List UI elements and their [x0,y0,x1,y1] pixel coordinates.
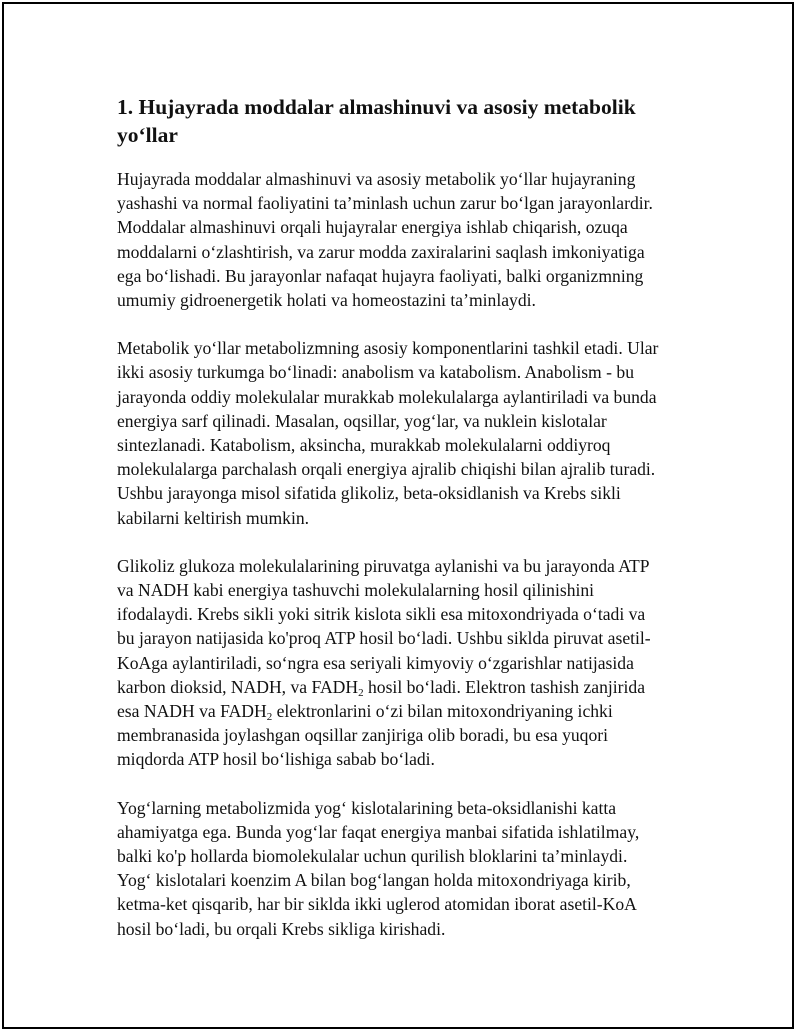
text-line: Hujayrada moddalar almashinuvi va asosiy metabolik yo‘llar hujayraning [117,169,636,189]
text-line: jarayonda oddiy molekulalar murakkab molekulalarga aylantiriladi va bunda [117,386,657,407]
text-line: moddalarni o‘zlashtirish, va zarur modda zaxiralarini saqlash imkoniyatiga [117,241,645,262]
text-line: umumiy gidroenergetik holati va homeostazini ta’minlaydi. [117,290,536,311]
paragraph-intro [117,167,687,312]
text-line: Glikoliz glukoza molekulalarining piruvatga aylanishi va bu jarayonda ATP [117,555,650,576]
text-segment: elektronlarini o‘zi bilan mitoxondriyaning ichki [272,701,613,722]
text-line: miqdorda ATP hosil bo‘lishiga sabab bo‘ladi. [117,749,435,770]
text-line: Yog‘larning metabolizmida yog‘ kislotalarining beta-oksidlanishi katta [117,797,617,818]
subscript: 2 [266,711,273,724]
text-line: hosil bo‘ladi, bu orqali Krebs sikliga kirishadi. [117,918,446,939]
text-line-fadh2 [117,675,687,699]
text-line: Yog‘ kislotalari koenzim A bilan bog‘langan holda mitoxondriyaga kirib, [117,870,631,891]
text-line: ega bo‘lishadi. Bu jarayonlar nafaqat hujayra faoliyati, balki organizmning [117,265,644,286]
text-line: energiya sarf qilinadi. Masalan, oqsillar, yog‘lar, va nuklein kislotalar [117,410,607,431]
subscript: 2 [358,686,364,699]
text-line: yashashi va normal faoliyatini ta’minlash uchun zarur bo‘lgan jarayonlardir. [117,193,653,214]
text-line: Ushbu jarayonga misol sifatida glikoliz, beta-oksidlanish va Krebs sikli [117,483,621,504]
text-line: bu jarayon natijasida ko'proq ATP hosil bo‘ladi. Ushbu siklda piruvat asetil- [117,628,651,649]
paragraph-metabolic-pathways [117,336,687,530]
text-segment: esa NADH va FADH [117,701,267,722]
text-line: ketma-ket qisqarib, har bir siklda ikki uglerod atomidan iborat asetil-KoA [117,894,637,915]
paragraph-glycolysis-krebs [117,554,687,772]
paragraph-fatty-acids [117,796,687,941]
section-heading-line: yo‘llar [117,123,178,147]
document-body [117,93,687,965]
text-line-fadh2 [117,699,687,723]
text-line: sintezlanadi. Katabolism, aksincha, murakkab molekulalarni oddiyroq [117,435,611,456]
section-heading-line: 1. Hujayrada moddalar almashinuvi va asosiy metabolik [117,95,636,119]
text-line: ahamiyatga ega. Bunda yog‘lar faqat energiya manbai sifatida ishlatilmay, [117,821,640,842]
text-line: kabilarni keltirish mumkin. [117,507,310,528]
text-segment: hosil bo‘ladi. Elektron tashish zanjirida [363,676,646,697]
text-line: va NADH kabi energiya tashuvchi molekulalarning hosil qilinishini [117,580,595,601]
text-line: ikki asosiy turkumga bo‘linadi: anabolism va katabolism. Anabolism - bu [117,362,634,383]
text-segment: karbon dioksid, NADH, va FADH [117,676,359,697]
section-heading [117,93,687,149]
text-line: KoAga aylantiriladi, so‘ngra esa seriyali kimyoviy o‘zgarishlar natijasida [117,652,634,673]
text-line: Metabolik yo‘llar metabolizmning asosiy komponentlarini tashkil etadi. Ular [117,338,659,359]
text-line: molekulalarga parchalash orqali energiya ajralib chiqishi bilan ajralib turadi. [117,459,656,480]
text-line: ifodalaydi. Krebs sikli yoki sitrik kislota sikli esa mitoxondriyada o‘tadi va [117,604,646,625]
text-line: Moddalar almashinuvi orqali hujayralar energiya ishlab chiqarish, ozuqa [117,217,628,238]
text-line: membranasida joylashgan oqsillar zanjiriga olib boradi, bu esa yuqori [117,725,609,746]
text-line: balki ko'p hollarda biomolekulalar uchun qurilish bloklarini ta’minlaydi. [117,846,628,867]
